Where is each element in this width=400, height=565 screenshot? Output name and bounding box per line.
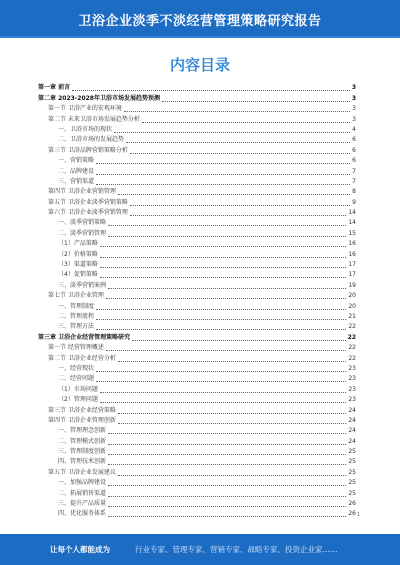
toc-entry[interactable] xyxy=(38,509,356,519)
toc-entry-label: 第一节 卫浴产业的宏观环境 xyxy=(48,105,122,113)
toc-entry-page: 24 xyxy=(348,437,356,445)
toc-entry[interactable] xyxy=(38,301,356,311)
toc-entry-page: 7 xyxy=(352,167,356,175)
toc-entry-label: 一、经营现状 xyxy=(58,364,95,372)
toc-entry-label: 第七节 卫浴企业管理 xyxy=(48,292,104,300)
toc-entry[interactable] xyxy=(38,197,356,207)
toc-entry[interactable] xyxy=(38,332,356,342)
toc-entry[interactable] xyxy=(38,239,356,249)
toc-entry-label: 第三节 卫浴品牌营销策略分析 xyxy=(48,146,128,154)
toc-entry-page: 23 xyxy=(348,396,356,404)
toc-leader-dots xyxy=(108,516,346,517)
toc-entry-label: 三、管理制度创新 xyxy=(58,448,107,456)
toc-leader-dots xyxy=(96,174,350,175)
footer-slogan-left: 让每个人都能成为 xyxy=(50,545,110,554)
toc-leader-dots xyxy=(130,153,350,154)
toc-entry[interactable] xyxy=(38,177,356,187)
table-of-contents xyxy=(38,83,356,519)
toc-entry-page: 25 xyxy=(348,479,356,487)
toc-leader-dots xyxy=(130,205,350,206)
toc-entry-page: 23 xyxy=(348,375,356,383)
toc-leader-dots xyxy=(126,142,350,143)
toc-entry[interactable] xyxy=(38,135,356,145)
toc-entry-page: 25 xyxy=(348,458,356,466)
toc-entry-page: 23 xyxy=(348,385,356,393)
toc-leader-dots xyxy=(118,413,346,414)
toc-entry-label: 三、管理方法 xyxy=(58,323,95,331)
toc-entry-page: 3 xyxy=(352,105,356,113)
toc-entry-label: 一、加强品牌建设 xyxy=(58,479,107,487)
toc-leader-dots xyxy=(162,101,350,102)
toc-entry-page: 24 xyxy=(348,406,356,414)
toc-entry-page: 25 xyxy=(348,489,356,497)
toc-leader-dots xyxy=(108,288,346,289)
toc-entry[interactable] xyxy=(38,104,356,114)
toc-entry-page: 9 xyxy=(352,198,356,206)
toc-entry[interactable] xyxy=(38,280,356,290)
toc-heading: 内容目录 xyxy=(169,56,230,74)
toc-leader-dots xyxy=(100,402,347,403)
toc-entry-label: （4）促销策略 xyxy=(58,271,98,279)
toc-entry[interactable] xyxy=(38,499,356,509)
toc-entry[interactable] xyxy=(38,405,356,415)
toc-entry[interactable] xyxy=(38,228,356,238)
toc-entry-page: 16 xyxy=(348,240,356,248)
toc-entry-page: 16 xyxy=(348,250,356,258)
toc-entry-label: 二、管理流程 xyxy=(58,312,95,320)
toc-entry-label: 一、淡季营销策略 xyxy=(58,219,107,227)
toc-leader-dots xyxy=(108,496,346,497)
toc-entry-label: 第二章 2023-2028年卫浴市场发展趋势预测 xyxy=(38,94,160,102)
toc-entry-page: 22 xyxy=(348,344,356,352)
toc-entry-page: 6 xyxy=(352,146,356,154)
toc-leader-dots xyxy=(96,184,350,185)
toc-leader-dots xyxy=(108,464,346,465)
toc-entry-page: 20 xyxy=(348,302,356,310)
toc-entry-label: （2）管理问题 xyxy=(58,396,98,404)
toc-entry[interactable] xyxy=(38,114,356,124)
toc-entry-label: 一、管理理念创新 xyxy=(58,427,107,435)
toc-entry-page: 3 xyxy=(352,115,356,123)
header-underline xyxy=(0,36,400,38)
toc-entry-label: （3）渠道策略 xyxy=(58,261,98,269)
toc-entry[interactable] xyxy=(38,270,356,280)
toc-entry[interactable] xyxy=(38,218,356,228)
toc-entry-label: 第三节 卫浴企业经营策略 xyxy=(48,406,116,414)
toc-entry[interactable] xyxy=(38,208,356,218)
toc-entry-label: 三、淡季营销案例 xyxy=(58,281,107,289)
toc-leader-dots xyxy=(118,423,346,424)
toc-entry-label: 第一节 经营管理概述 xyxy=(48,344,104,352)
toc-entry[interactable] xyxy=(38,478,356,488)
toc-entry-label: （1）产品策略 xyxy=(58,240,98,248)
toc-leader-dots xyxy=(96,381,346,382)
toc-entry[interactable] xyxy=(38,187,356,197)
toc-entry-page: 24 xyxy=(348,416,356,424)
toc-entry[interactable] xyxy=(38,166,356,176)
toc-entry-label: （2）价格策略 xyxy=(58,250,98,258)
toc-entry-page: 25 xyxy=(348,468,356,476)
toc-entry-page: 14 xyxy=(348,209,356,217)
toc-entry-label: （1）市场问题 xyxy=(58,385,98,393)
toc-entry[interactable] xyxy=(38,93,356,103)
toc-entry-page: 25 xyxy=(348,448,356,456)
toc-entry-page: 15 xyxy=(348,229,356,237)
toc-entry[interactable] xyxy=(38,83,356,93)
toc-leader-dots xyxy=(132,340,346,341)
toc-entry[interactable] xyxy=(38,343,356,353)
toc-entry-page: 23 xyxy=(348,364,356,372)
toc-entry[interactable] xyxy=(38,291,356,301)
toc-entry[interactable] xyxy=(38,312,356,322)
toc-entry-label: 二、卫浴市场的发展趋势 xyxy=(58,136,125,144)
toc-entry[interactable] xyxy=(38,156,356,166)
toc-entry[interactable] xyxy=(38,364,356,374)
toc-entry[interactable] xyxy=(38,145,356,155)
toc-leader-dots xyxy=(108,454,346,455)
toc-leader-dots xyxy=(118,361,346,362)
page-footer xyxy=(0,534,400,565)
toc-entry-label: 第四节 卫浴企业营销管理 xyxy=(48,188,116,196)
toc-entry[interactable] xyxy=(38,447,356,457)
toc-leader-dots xyxy=(108,433,346,434)
toc-leader-dots xyxy=(108,225,346,226)
toc-leader-dots xyxy=(100,257,347,258)
toc-entry-page: 3 xyxy=(351,94,356,102)
toc-leader-dots xyxy=(114,132,350,133)
toc-leader-dots xyxy=(100,392,347,393)
toc-entry-page: 26 xyxy=(348,500,356,508)
toc-entry[interactable] xyxy=(38,436,356,446)
toc-leader-dots xyxy=(100,246,347,247)
toc-leader-dots xyxy=(96,329,346,330)
toc-entry-page: 7 xyxy=(352,177,356,185)
toc-leader-dots xyxy=(118,194,350,195)
toc-entry-label: 一、营销策略 xyxy=(58,157,95,165)
toc-leader-dots xyxy=(124,111,350,112)
toc-entry-page: 26 xyxy=(348,510,356,518)
toc-entry-label: 第六节 卫浴企业淡季营销管理 xyxy=(48,209,128,217)
toc-entry[interactable] xyxy=(38,384,356,394)
toc-entry[interactable] xyxy=(38,457,356,467)
toc-entry[interactable] xyxy=(38,426,356,436)
toc-entry-page: 8 xyxy=(352,188,356,196)
toc-entry-page: 17 xyxy=(348,261,356,269)
toc-entry-page: 4 xyxy=(352,125,356,133)
toc-entry-label: 第二节 卫浴企业经营分析 xyxy=(48,354,116,362)
toc-leader-dots xyxy=(130,215,346,216)
toc-leader-dots xyxy=(96,371,346,372)
toc-entry-page: 3 xyxy=(351,84,356,92)
toc-entry-label: 二、品牌建设 xyxy=(58,167,95,175)
toc-entry-page: 19 xyxy=(348,281,356,289)
toc-entry-label: 第一章 前言 xyxy=(38,84,71,92)
toc-entry-page: 14 xyxy=(348,219,356,227)
toc-entry-page: 17 xyxy=(348,271,356,279)
toc-entry-label: 一、管理制度 xyxy=(58,302,95,310)
toc-entry-page: 22 xyxy=(348,354,356,362)
toc-leader-dots xyxy=(108,444,346,445)
page-header xyxy=(0,0,400,38)
toc-entry-page: 6 xyxy=(352,136,356,144)
report-title: 卫浴企业淡季不淡经营管理策略研究报告 xyxy=(78,14,322,29)
toc-entry[interactable] xyxy=(38,416,356,426)
toc-entry-label: 第五节 卫浴企业发展建议 xyxy=(48,468,116,476)
toc-leader-dots xyxy=(100,277,347,278)
toc-leader-dots xyxy=(96,309,346,310)
toc-leader-dots xyxy=(108,506,346,507)
toc-leader-dots xyxy=(72,90,350,91)
toc-entry-label: 三、提升产品质量 xyxy=(58,500,107,508)
toc-entry-page: 22 xyxy=(347,333,356,341)
toc-entry[interactable] xyxy=(38,467,356,477)
toc-leader-dots xyxy=(118,475,346,476)
toc-entry-page: 24 xyxy=(348,427,356,435)
toc-entry-label: 四、管理技术创新 xyxy=(58,458,107,466)
toc-leader-dots xyxy=(96,163,350,164)
page-number: 1 xyxy=(356,512,360,518)
toc-entry-page: 20 xyxy=(348,292,356,300)
toc-entry-label: 一、卫浴市场的现状 xyxy=(58,125,113,133)
toc-entry-label: 第四节 卫浴企业管理创新 xyxy=(48,416,116,424)
toc-leader-dots xyxy=(106,298,346,299)
toc-entry[interactable] xyxy=(38,260,356,270)
toc-leader-dots xyxy=(108,236,346,237)
toc-leader-dots xyxy=(100,267,347,268)
toc-entry-label: 第二节 未来卫浴市场发展趋势分析 xyxy=(48,115,140,123)
toc-entry[interactable] xyxy=(38,322,356,332)
toc-entry-label: 二、拓展销售渠道 xyxy=(58,489,107,497)
toc-entry-label: 第三章 卫浴企业经营管理策略研究 xyxy=(38,333,131,341)
toc-entry[interactable] xyxy=(38,374,356,384)
toc-entry-label: 第五节 卫浴企业淡季营销策略 xyxy=(48,198,128,206)
footer-slogan-right: 行业专家、管理专家、营销专家、战略专家、投资企业家…… xyxy=(135,545,338,554)
toc-entry-label: 二、淡季营销管理 xyxy=(58,229,107,237)
toc-entry-page: 6 xyxy=(352,157,356,165)
toc-leader-dots xyxy=(142,122,350,123)
toc-entry[interactable] xyxy=(38,488,356,498)
toc-entry-label: 三、营销渠道 xyxy=(58,177,95,185)
toc-entry[interactable] xyxy=(38,249,356,259)
toc-leader-dots xyxy=(106,350,346,351)
toc-leader-dots xyxy=(96,319,346,320)
toc-entry-page: 22 xyxy=(348,323,356,331)
toc-entry[interactable] xyxy=(38,353,356,363)
toc-entry[interactable] xyxy=(38,125,356,135)
toc-entry-label: 四、优化服务体系 xyxy=(58,510,107,518)
toc-entry-label: 二、经营问题 xyxy=(58,375,95,383)
toc-entry-label: 二、管理模式创新 xyxy=(58,437,107,445)
toc-entry-page: 21 xyxy=(348,312,356,320)
toc-leader-dots xyxy=(108,485,346,486)
toc-entry[interactable] xyxy=(38,395,356,405)
